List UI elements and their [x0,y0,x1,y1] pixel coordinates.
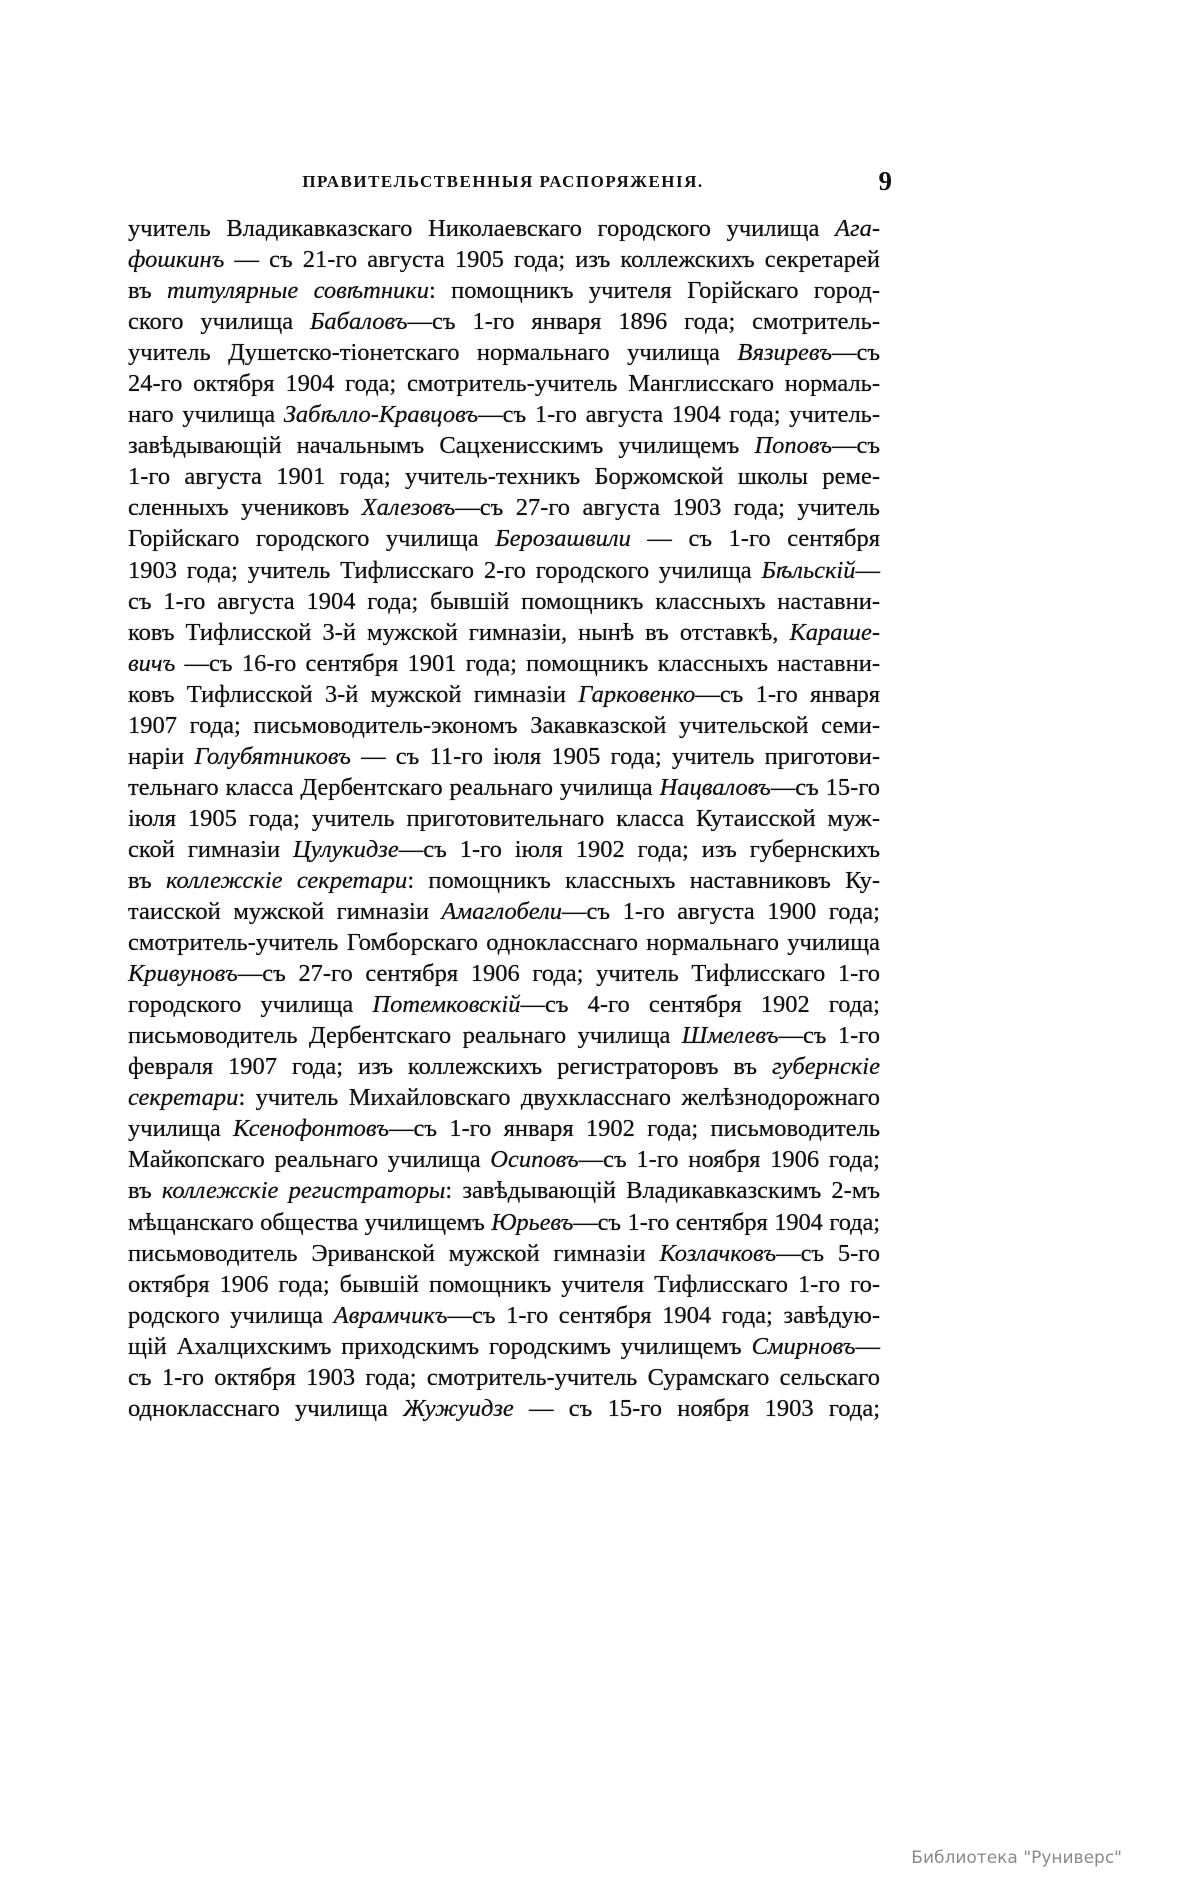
italic-name-segment: фошкинъ [128,246,225,274]
italic-name-segment: Жужуидзе [403,1394,514,1422]
text-segment: письмоводитель Дербентскаго реальнаго училища [128,1022,682,1050]
italic-name-segment: Голубятниковъ [194,742,351,770]
text-line [128,1362,880,1393]
text-segment: Майкопскаго реальнаго училища [128,1146,491,1174]
text-line [128,927,880,958]
italic-name-segment: Халезовъ [361,494,456,522]
text-segment: въ [128,1177,162,1205]
text-segment: ской гимназіи [128,835,294,863]
text-line [128,1144,880,1175]
italic-name-segment: Ксенофонтовъ [233,1115,389,1143]
text-line [128,1082,880,1113]
body-text [128,213,880,1424]
text-line [128,1269,880,1300]
text-segment: —съ 1-го августа 1904 года; учитель- [478,401,881,429]
text-line [128,1020,880,1051]
text-segment: Горійскаго городского училища [128,525,496,553]
text-line [128,1331,880,1362]
text-line [128,1300,880,1331]
text-segment: —съ 1-го января 1902 года; письмоводитель [388,1115,880,1143]
text-segment: —съ 5-го [776,1239,880,1267]
text-segment: —съ 1-го сентября 1904 года; завѣдую- [447,1301,881,1329]
text-segment: тельнаго класса Дербентскаго реальнаго училища [128,773,660,801]
text-segment: —съ 1-го [778,1022,880,1050]
italic-name-segment: вичъ [128,649,176,677]
text-line [128,741,880,772]
text-line [128,306,880,337]
text-line [128,834,880,865]
text-segment: октября 1906 года; бывшій помощникъ учителя Тифлисскаго 1-го го- [128,1270,880,1298]
text-segment: ковъ Тифлисской 3-й мужской гимназіи [128,680,579,708]
text-segment: —съ 16-го сентября 1901 года; помощникъ классныхъ наставни- [175,649,880,677]
text-segment: наріи [128,742,195,770]
text-line [128,461,880,492]
text-segment: ского училища [128,308,310,336]
italic-name-segment: Караше- [789,618,880,646]
text-segment: — [855,1332,880,1360]
italic-name-segment: Амаглобели [441,898,562,926]
italic-name-segment: губернскіе [771,1053,880,1081]
text-segment: —съ 1-го января 1896 года; смотритель- [407,308,880,336]
italic-name-segment: секретари [128,1084,239,1112]
text-segment: сленныхъ учениковъ [128,494,362,522]
library-credit: Библиотека "Руниверс" [911,1848,1122,1868]
text-segment: — съ 15-го ноября 1903 года; [513,1394,880,1422]
italic-name-segment: Кривуновъ [128,960,238,988]
text-segment: — [855,556,880,584]
text-segment: городского училища [128,991,373,1019]
text-line [128,368,880,399]
text-segment: 1907 года; письмоводитель-экономъ Закавказской учительской семи- [128,711,880,739]
text-segment: 1-го августа 1901 года; учитель-техникъ Боржомской школы реме- [128,463,880,491]
italic-name-segment: коллежскіе секретари [165,866,408,894]
text-line [128,244,880,275]
text-segment: —съ 1-го іюля 1902 года; изъ губернскихъ [398,835,880,863]
italic-name-segment: Ага- [835,215,880,242]
text-segment: —съ 1-го ноября 1906 года; [578,1146,880,1174]
text-segment: мѣщанскаго общества училищемъ [128,1208,492,1236]
text-segment: 1903 года; учитель Тифлисскаго 2-го городского училища [128,556,762,584]
text-segment: февраля 1907 года; изъ коллежскихъ регистраторовъ въ [128,1053,772,1081]
italic-name-segment: Нацваловъ [659,773,771,801]
text-line [128,989,880,1020]
running-head [128,166,892,198]
text-segment: —съ 1-го августа 1900 года; [562,898,880,926]
text-line [128,896,880,927]
text-segment: письмоводитель Эриванской мужской гимназіи [128,1239,660,1267]
text-line [128,430,880,461]
running-title: ПРАВИТЕЛЬСТВЕННЫЯ РАСПОРЯЖЕНІЯ. [302,172,704,191]
text-segment: учитель Душетско-тіонетскаго нормальнаго училища [128,339,738,367]
text-segment: ковъ Тифлисской 3-й мужской гимназіи, нынѣ въ отставкѣ, [128,618,790,646]
text-line [128,679,880,710]
text-line [128,555,880,586]
italic-name-segment: Бѣльскій [761,556,856,584]
text-segment: : завѣдывающій Владикавказскимъ 2-мъ [445,1177,880,1205]
text-segment: 24-го октября 1904 года; смотритель-учитель Манглисскаго нормаль- [128,370,880,398]
text-segment: въ [128,277,168,305]
italic-name-segment: Берозашвили [495,525,631,553]
italic-name-segment: Поповъ [754,432,832,460]
text-line [128,865,880,896]
text-segment: —съ 1-го сентября 1904 года; [573,1208,880,1236]
text-line [128,1051,880,1082]
text-line [128,399,880,430]
text-segment: —съ 27-го сентября 1906 года; учитель Тифлисскаго 1-го [237,960,880,988]
text-line [128,1393,880,1424]
text-segment: однокласснаго училища [128,1394,404,1422]
italic-name-segment: коллежскіе регистраторы [161,1177,446,1205]
text-line [128,275,880,306]
text-segment: съ 1-го августа 1904 года; бывшій помощникъ классныхъ наставни- [128,587,880,615]
text-segment: — съ 1-го сентября [630,525,880,553]
text-line [128,523,880,554]
text-line [128,617,880,648]
text-segment: родского училища [128,1301,334,1329]
text-segment: училища [128,1115,234,1143]
italic-name-segment: Юрьевъ [491,1208,574,1236]
text-segment: —съ 27-го августа 1903 года; учитель [455,494,880,522]
text-segment: іюля 1905 года; учитель приготовительнаго класса Кутаисской муж- [128,804,880,832]
italic-name-segment: Вязиревъ [737,339,832,367]
page-number: 9 [878,166,892,196]
text-segment: —съ [831,339,880,367]
italic-name-segment: Цулукидзе [293,835,399,863]
text-segment: —съ 1-го января [695,680,880,708]
text-segment: таисской мужской гимназіи [128,898,442,926]
text-line [128,337,880,368]
italic-name-segment: Смирновъ [751,1332,856,1360]
italic-name-segment: Забѣлло-Кравцовъ [283,401,479,429]
text-segment: : учитель Михайловскаго двухкласснаго желѣзнодорожнаго [238,1084,880,1112]
text-line [128,492,880,523]
text-segment: —съ 15-го [770,773,881,801]
text-segment: учитель Владикавказскаго Николаевскаго городского училища [128,215,836,242]
text-line [128,1207,880,1238]
text-line [128,1175,880,1206]
text-segment: —съ 4-го сентября 1902 года; [520,991,880,1019]
text-segment: щій Ахалцихскимъ приходскимъ городскимъ училищемъ [128,1332,752,1360]
italic-name-segment: Осиповъ [490,1146,579,1174]
text-segment: смотритель-учитель Гомборскаго однокласснаго нормальнаго училища [128,929,880,957]
text-segment: —съ [831,432,880,460]
text-segment: съ 1-го октября 1903 года; смотритель-учитель Сурамскаго сельскаго [128,1363,880,1391]
italic-name-segment: титулярные совѣтники [167,277,429,305]
text-line [128,648,880,679]
text-segment: : помощникъ классныхъ наставниковъ Ку- [407,866,880,894]
italic-name-segment: Аврамчикъ [333,1301,448,1329]
text-segment: — съ 21-го августа 1905 года; изъ коллежскихъ секретарей [224,246,880,274]
text-line [128,772,880,803]
italic-name-segment: Бабаловъ [309,308,408,336]
italic-name-segment: Потемковскій [372,991,521,1019]
text-segment: : помощникъ учителя Горійскаго город- [428,277,880,305]
text-line [128,1238,880,1269]
text-line [128,803,880,834]
text-segment: завѣдывающій начальнымъ Сацхенисскимъ училищемъ [128,432,755,460]
text-line [128,958,880,989]
italic-name-segment: Гарковенко [578,680,696,708]
text-segment: въ [128,866,166,894]
italic-name-segment: Козлачковъ [659,1239,777,1267]
text-segment: — съ 11-го іюля 1905 года; учитель приготови- [350,742,880,770]
text-segment: наго училища [128,401,284,429]
text-line [128,710,880,741]
text-line [128,586,880,617]
text-line [128,1113,880,1144]
italic-name-segment: Шмелевъ [681,1022,779,1050]
text-line [128,213,880,244]
